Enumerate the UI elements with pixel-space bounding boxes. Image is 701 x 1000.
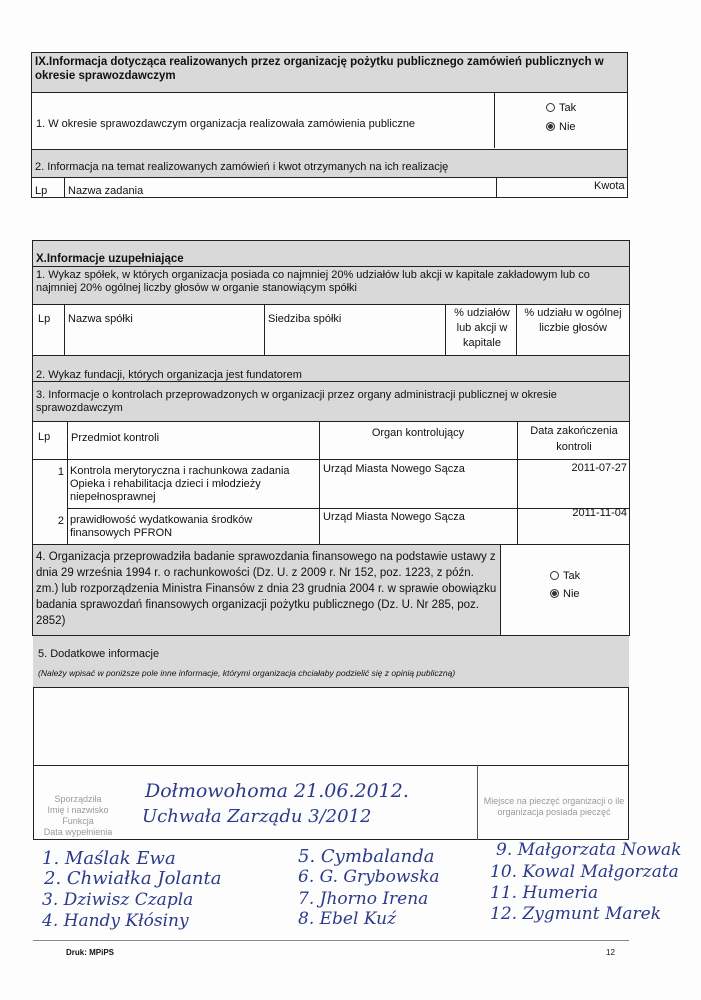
handwritten-resolution: Uchwała Zarządu 3/2012 [142, 806, 372, 827]
col-divider [64, 305, 65, 355]
signature-10: 10. Kowal Małgorzata [490, 862, 679, 882]
signature-11: 11. Humeria [490, 883, 599, 903]
col-divider [517, 422, 518, 544]
signature-2: 2. Chwiałka Jolanta [44, 868, 222, 889]
ix-col-divider-2 [496, 178, 497, 198]
signature-7: 7. Jhorno Irena [298, 889, 429, 909]
row-divider [33, 459, 629, 460]
x-q1-text: 1. Wykaz spółek, w których organizacja posiada co najmniej 20% udziałów lub akcji w kapitale zakładowym lub co najmniej 20% ogólnej liczby głosów w organie stanowiącym spółki [33, 267, 629, 305]
label-prepared-by: Sporządziła [54, 794, 102, 804]
ix-col-divider-1 [64, 178, 65, 198]
print-label: Druk: MPiPS [66, 948, 115, 957]
handwritten-place-date: Dołmowohoma 21.06.2012. [145, 780, 409, 802]
control-row-1-date: 2011-07-27 [571, 462, 627, 474]
signature-divider [477, 765, 478, 840]
ix-q1-divider [494, 93, 495, 148]
x-q4-yes[interactable]: Tak [550, 570, 580, 583]
ix-q1-text: 1. W okresie sprawozdawczym organizacja realizowała zamówienia publiczne [36, 118, 416, 130]
x-q2-text: 2. Wykaz fundacji, których organizacja jest fundatorem [33, 355, 629, 382]
x-q4-text: 4. Organizacja przeprowadziła badanie sprawozdania finansowego na podstawie ustawy z dnia 29 września 1994 r. o rachunkowości (Dz. U. z 2009 r. Nr 152, poz. 1223, z późn. zm.) lub rozporządzenia Ministra Finansów z dnia 23 grudnia 2004 r. w sprawie obowiązku badania sprawozdań finansowych organizacji pożytku publicznego (Dz. U. Nr 285, poz. 2852) [33, 545, 501, 635]
signature-1: 1. Maślak Ewa [42, 848, 176, 869]
signature-6: 6. G. Grybowska [298, 867, 440, 887]
x-q5-hint: (Należy wpisać w poniższe pole inne informacje, którymi organizacja chciałaby podzielić się z opinią publiczną) [38, 668, 456, 678]
page-number: 12 [606, 948, 615, 957]
col-divider [319, 422, 320, 544]
section-ix-title: IX.Informacja dotycząca realizowanych przez organizację pożytku publicznego zamówień publicznych w okresie sprawozdawczym [32, 53, 627, 93]
signature-5: 5. Cymbalanda [298, 846, 435, 867]
x-q5 [33, 635, 629, 688]
x-q5-title: 5. Dodatkowe informacje [38, 648, 160, 660]
signature-labels [38, 794, 118, 838]
signature-12: 12. Zygmunt Marek [490, 904, 662, 924]
label-date: Data wypełnienia [43, 827, 113, 837]
control-row-1-organ: Urząd Miasta Nowego Sącza [323, 463, 465, 475]
x-companies-col-shares: % udziałów lub akcji w kapitale [454, 307, 510, 349]
x-companies-col-seat: Siedziba spółki [268, 313, 342, 325]
x-controls-col-lp: Lp [38, 431, 51, 443]
control-row-2-date: 2011-11-04 [572, 507, 627, 519]
radio-no-icon-selected[interactable] [546, 122, 555, 131]
x-controls-col-organ: Organ kontrolujący [371, 427, 465, 439]
label-name: Imię i nazwisko [47, 805, 109, 815]
ix-col-name: Nazwa zadania [68, 185, 144, 197]
control-row-2-organ: Urząd Miasta Nowego Sącza [323, 511, 465, 523]
additional-info-field[interactable] [33, 688, 629, 765]
control-row-1-subject: Kontrola merytoryczna i rachunkowa zadania Opieka i rehabilitacja dzieci i młodzieży niepełnosprawnej [70, 465, 290, 503]
control-row-2-subject: prawidłowość wydatkowania środków finansowych PFRON [70, 514, 253, 539]
label-function: Funkcja [62, 816, 94, 826]
col-divider [445, 305, 446, 355]
section-x-title: X.Informacje uzupełniające [33, 241, 629, 267]
ix-col-lp: Lp [35, 185, 48, 197]
signature-8: 8. Ebel Kuź [298, 909, 397, 929]
ix-q2-text: 2. Informacja na temat realizowanych zamówień i kwot otrzymanych na ich realizację [32, 149, 627, 178]
x-companies-col-name: Nazwa spółki [68, 313, 133, 325]
col-divider [516, 305, 517, 355]
x-controls-col-subject: Przedmiot kontroli [71, 432, 160, 444]
x-companies-col-lp: Lp [38, 313, 51, 325]
ix-q1-no[interactable]: Nie [546, 121, 576, 134]
ix-q1-yes[interactable]: Tak [546, 102, 576, 115]
x-companies-col-votes: % udziału w ogólnej liczbie głosów [524, 307, 622, 334]
col-divider [264, 305, 265, 355]
x-q4-no[interactable]: Nie [550, 588, 580, 601]
control-row-1-lp: 1 [57, 466, 64, 478]
radio-yes-icon[interactable] [546, 103, 555, 112]
signature-9: 9. Małgorzata Nowak [496, 840, 682, 860]
x-q3-text: 3. Informacje o kontrolach przeprowadzonych w organizacji przez organy administracji publicznej w okresie sprawozdawczym [33, 382, 629, 422]
signature-3: 3. Dziwisz Czapla [42, 890, 194, 910]
control-row-2-lp: 2 [57, 515, 64, 527]
radio-yes-icon[interactable] [550, 571, 559, 580]
signature-4: 4. Handy Kłósiny [42, 911, 189, 931]
radio-no-icon-selected[interactable] [550, 589, 559, 598]
x-controls-col-date: Data zakończenia kontroli [530, 425, 618, 453]
col-divider [67, 422, 68, 544]
ix-col-amount: Kwota [594, 180, 625, 192]
footer-line [33, 940, 629, 941]
stamp-label: Miejsce na pieczęć organizacji o ile organizacja posiada pieczęć [483, 796, 625, 817]
